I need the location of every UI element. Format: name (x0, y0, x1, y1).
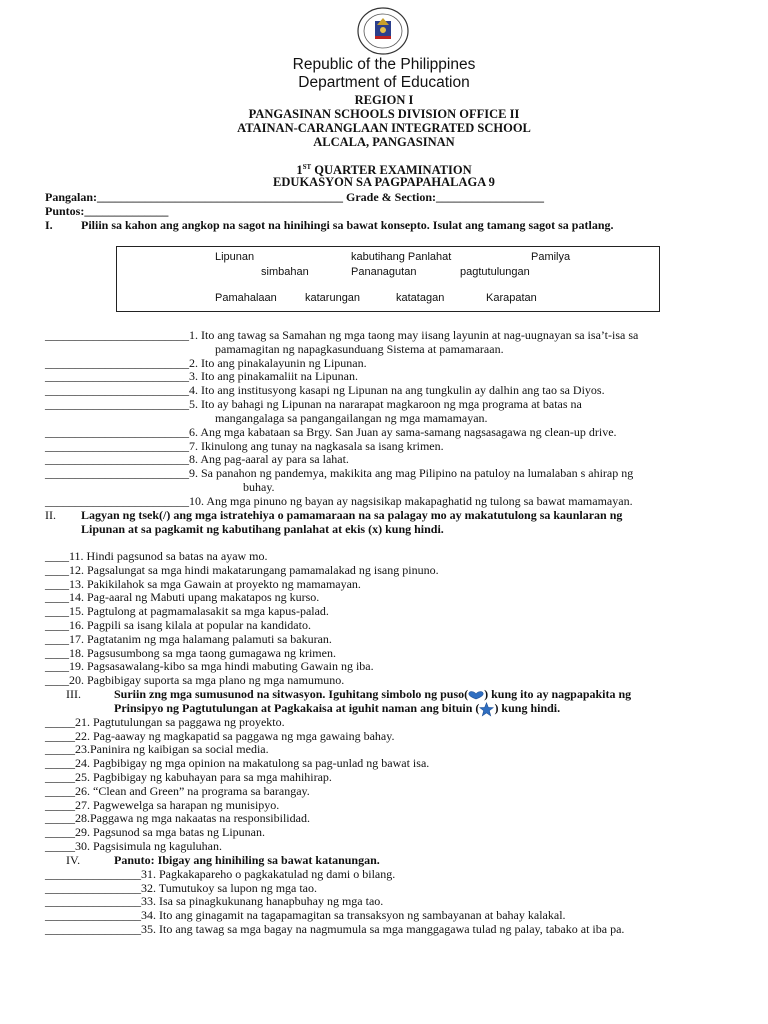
question-item[interactable]: ____20. Pagbibigay suporta sa mga plano ng mga namumuno. (45, 673, 345, 687)
word-choice-box (116, 246, 660, 312)
part2-instruction: Lagyan ng tsek(/) ang mga istratehiya o pamamaraan na sa palagay mo ay makatutulong sa kaunlaran ng (81, 508, 623, 522)
question-item[interactable]: ________________32. Tumutukoy sa lupon ng mga tao. (45, 881, 318, 895)
question-item[interactable]: ____17. Pagtatanim ng mga halamang palamuti sa bakuran. (45, 632, 332, 646)
exam-title-text: QUARTER EXAMINATION (311, 163, 472, 178)
choice-word: Karapatan (486, 292, 537, 304)
question-item[interactable]: ________________________3. Ito ang pinakamaliit na Lipunan. (45, 369, 358, 383)
question-item[interactable]: ________________________2. Ito ang pinakalayunin ng Lipunan. (45, 356, 367, 370)
star-icon (479, 702, 494, 717)
choice-word: simbahan (261, 266, 309, 278)
question-item[interactable]: _____23.Paninira ng kaibigan sa social media. (45, 742, 269, 756)
question-item-continuation: buhay. (243, 480, 275, 494)
question-item[interactable]: ________________________9. Sa panahon ng pandemya, makikita ang mag Pilipino na patuloy na lumalaban s ahirap ng (45, 466, 634, 480)
part3-instruction-text: ) kung hindi. (494, 701, 561, 715)
question-item[interactable]: ____19. Pagsasawalang-kibo sa mga hindi mabuting Gawain ng iba. (45, 659, 374, 673)
question-item[interactable]: ____12. Pagsalungat sa mga hindi makatarungang pamamalakad ng isang pinuno. (45, 563, 439, 577)
question-item[interactable]: _____29. Pagsunod sa mga batas ng Lipunan. (45, 825, 265, 839)
question-item[interactable]: ____15. Pagtulong at pagmamalasakit sa mga kapus-palad. (45, 604, 329, 618)
choice-word: Lipunan (215, 251, 255, 263)
choice-word: kabutihang Panlahat (351, 251, 452, 263)
part2-instruction-cont: Lipunan at sa pagkamit ng kabutihang panlahat at ekis (x) kung hindi. (81, 522, 444, 536)
question-item[interactable]: ________________35. Ito ang tawag sa mga bagay na nagmumula sa mga manggagawa tulad ng palay, tabako at iba pa. (45, 922, 625, 936)
question-item[interactable]: _____22. Pag-aaway ng magkapatid sa paggawa ng mga gawaing bahay. (45, 729, 395, 743)
question-item[interactable]: ____13. Pakikilahok sa mga Gawain at proyekto ng mamamayan. (45, 577, 361, 591)
address-heading: ALCALA, PANGASINAN (313, 135, 455, 149)
question-item[interactable]: ____18. Pagsusumbong sa mga taong gumagawa ng krimen. (45, 646, 336, 660)
exam-number: 1 (296, 163, 303, 178)
exam-ordinal: ST (302, 163, 312, 171)
choice-word: pagtutulungan (460, 266, 530, 278)
subject-title: EDUKASYON SA PAGPAPAHALAGA 9 (273, 175, 495, 189)
heart-icon (468, 691, 484, 700)
deped-seal-logo (355, 6, 411, 56)
question-item[interactable]: ________________33. Isa sa pinagkukunang hanapbuhay ng mga tao. (45, 894, 384, 908)
choice-word: katarungan (305, 292, 361, 304)
question-item[interactable]: _____28.Paggawa ng mga nakaatas na responsibilidad. (45, 811, 310, 825)
part3-numeral: III. (66, 687, 81, 701)
question-item[interactable]: ________________________10. Ang mga pinuno ng bayan ay nagsisikap makapaghatid ng tulong sa bawat mamamayan. (45, 494, 633, 508)
student-name-field[interactable]: Pangalan:_________________________________________ Grade & Section:__________________ (45, 190, 544, 204)
score-field[interactable]: Puntos:______________ (45, 204, 169, 218)
part4-instruction: Panuto: Ibigay ang hinihiling sa bawat katanungan. (114, 853, 380, 867)
department-heading: Department of Education (298, 74, 470, 91)
republic-heading: Republic of the Philippines (292, 56, 476, 73)
question-item[interactable]: _____21. Pagtutulungan sa paggawa ng proyekto. (45, 715, 285, 729)
question-item-continuation: mangangalaga sa pangangailangan ng mga mamamayan. (215, 411, 488, 425)
question-item[interactable]: ________________________1. Ito ang tawag sa Samahan ng mga taong may iisang layunin at nag-uugnayan sa isa’t-isa sa (45, 328, 639, 342)
question-item[interactable]: ________________________5. Ito ay bahagi ng Lipunan na nararapat magkaroon ng mga programa at batas na (45, 397, 582, 411)
question-item[interactable]: ________________________4. Ito ang institusyong kasapi ng Lipunan na ang tungkulin ay dalhin ang tao sa Diyos. (45, 383, 605, 397)
choice-word: Pamahalaan (215, 292, 277, 304)
question-item[interactable]: ____16. Pagpili sa isang kilala at popular na kandidato. (45, 618, 311, 632)
part1-instruction: Piliin sa kahon ang angkop na sagot na hinihingi sa bawat konsepto. Isulat ang tamang sagot sa patlang. (81, 218, 614, 232)
division-heading: PANGASINAN SCHOOLS DIVISION OFFICE II (248, 107, 520, 121)
question-item[interactable]: ____11. Hindi pagsunod sa batas na ayaw mo. (45, 549, 268, 563)
choice-word: Pananagutan (351, 266, 417, 278)
question-item[interactable]: _____26. “Clean and Green” na programa sa barangay. (45, 784, 310, 798)
part3-instruction-text: Prinsipyo ng Pagtutulungan at Pagkakaisa at iguhit naman ang bituin ( (114, 701, 480, 715)
choice-word: Pamilya (531, 251, 571, 263)
part1-numeral: I. (45, 218, 53, 232)
question-item[interactable]: ________________31. Pagkakapareho o pagkakatulad ng dami o bilang. (45, 867, 396, 881)
question-item[interactable]: ________________34. Ito ang ginagamit na tagapamagitan sa transaksyon ng sambayanan at bahay kalakal. (45, 908, 566, 922)
question-item[interactable]: _____25. Pagbibigay ng kabuhayan para sa mga mahihirap. (45, 770, 332, 784)
question-item[interactable]: _____30. Pagsisimula ng kaguluhan. (45, 839, 222, 853)
question-item[interactable]: ____14. Pag-aaral ng Mabuti upang makatapos ng kurso. (45, 590, 320, 604)
region-heading: REGION I (354, 93, 414, 107)
part3-instruction-text: Suriin zng mga sumusunod na sitwasyon. Iguhitang simbolo ng puso( (114, 687, 469, 701)
question-item[interactable]: ________________________8. Ang pag-aaral ay para sa lahat. (45, 452, 349, 466)
question-item[interactable]: _____27. Pagwewelga sa harapan ng munisipyo. (45, 798, 280, 812)
part4-numeral: IV. (66, 853, 81, 867)
school-heading: ATAINAN-CARANGLAAN INTEGRATED SCHOOL (237, 121, 531, 135)
part2-numeral: II. (45, 508, 56, 522)
question-item-continuation: pamamagitan ng napagkasunduang Sistema at pamamaraan. (215, 342, 504, 356)
part3-instruction (114, 687, 631, 701)
question-item[interactable]: _____24. Pagbibigay ng mga opinion na makatulong sa pag-unlad ng bawat isa. (45, 756, 430, 770)
part3-instruction-text: ) kung ito ay nagpapakita ng (484, 687, 632, 701)
choice-word: katatagan (396, 292, 445, 304)
question-item[interactable]: ________________________6. Ang mga kabataan sa Brgy. San Juan ay sama-samang nagsasagawa ng clean-up drive. (45, 425, 617, 439)
question-item[interactable]: ________________________7. Ikinulong ang tunay na nagkasala sa isang krimen. (45, 439, 444, 453)
